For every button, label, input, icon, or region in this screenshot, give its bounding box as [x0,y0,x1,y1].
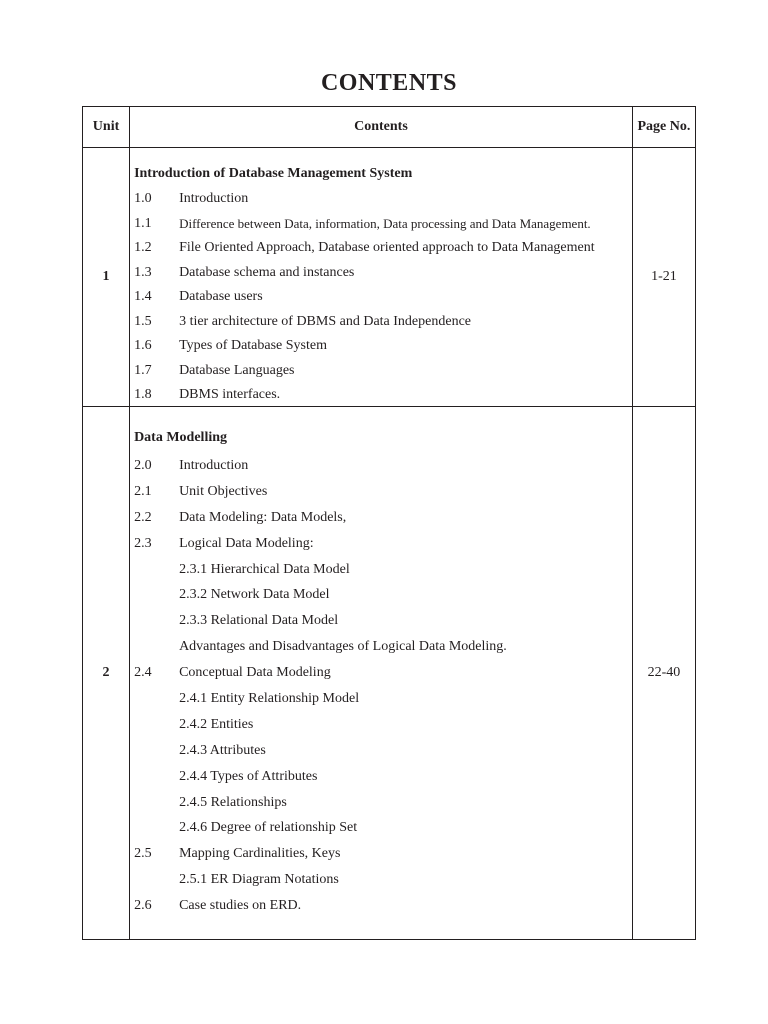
entry-number: 2.6 [134,898,152,914]
entry-number: 1.7 [134,362,152,378]
entry-title: 2.4.5 Relationships [179,794,287,810]
entry-title: 2.4.3 Attributes [179,742,266,758]
toc-entry [134,582,632,608]
toc-entry [134,285,632,310]
entry-title: 2.4.1 Entity Relationship Model [179,691,360,707]
entry-number: 1.2 [134,240,152,255]
unit-contents [130,407,633,940]
entry-number [134,790,179,816]
entry-title: 2.5.1 ER Diagram Notations [179,872,339,888]
entry-title: Unit Objectives [179,483,268,499]
toc-entry [134,815,632,841]
toc-entry [134,841,632,867]
entry-title: 3 tier architecture of DBMS and Data Independence [179,313,471,329]
contents-column-header: Contents [130,107,633,148]
entry-title: Database schema and instances [179,264,355,280]
unit-heading: Introduction of Database Management System [134,166,413,181]
entry-number [134,815,179,841]
unit-column-header: Unit [83,107,130,148]
entry-number: 1.1 [134,215,152,231]
entry-title: Advantages and Disadvantages of Logical Data Modeling. [179,639,507,655]
entry-title: Logical Data Modeling: [179,535,314,551]
toc-entry [134,893,632,919]
toc-entry [134,212,632,237]
entry-title: 2.3.3 Relational Data Model [179,613,339,629]
entry-number [134,712,179,738]
toc-entry [134,531,632,557]
entry-title: Database Languages [179,362,295,378]
unit-row-1 [83,148,696,407]
toc-entry [134,764,632,790]
entry-number [134,764,179,790]
entry-number: 1.4 [134,289,152,304]
toc-entry [134,867,632,893]
toc-entry [134,479,632,505]
toc-entry [134,187,632,212]
toc-entry [134,310,632,335]
entry-number [134,738,179,764]
toc-entry [134,505,632,531]
entry-title: Difference between Data, information, Data processing and Data Management. [179,215,591,231]
entry-number: 1.6 [134,338,152,353]
toc-entry [134,790,632,816]
entry-title: 2.4.2 Entities [179,716,254,732]
page-column-header: Page No. [632,107,695,148]
unit-heading: Data Modelling [134,430,228,445]
entry-number: 1.5 [134,313,152,329]
toc-entry [134,557,632,583]
entry-title: 2.3.2 Network Data Model [179,587,330,603]
entry-title: 2.3.1 Hierarchical Data Model [179,561,350,577]
entry-number [134,634,179,660]
entry-title: File Oriented Approach, Database oriented approach to Data Management [179,240,595,255]
toc-entry [134,261,632,286]
toc-entry [134,712,632,738]
entry-title: Data Modeling: Data Models, [179,509,347,525]
entry-title: Introduction [179,458,249,473]
entry-title: 2.4.6 Degree of relationship Set [179,820,358,836]
unit-number: 1 [83,148,130,407]
page-range: 1-21 [632,148,695,407]
unit-row-2 [83,407,696,940]
entry-title: Types of Database System [179,338,327,353]
entry-number [134,867,179,893]
page-title: CONTENTS [320,70,458,96]
entry-title: Introduction [179,191,249,206]
entry-number: 1.3 [134,264,152,280]
entry-number: 2.2 [134,509,152,525]
page-range: 22-40 [632,407,695,940]
toc-entry [134,453,632,479]
unit-number: 2 [83,407,130,940]
toc-entry [134,738,632,764]
entry-title: 2.4.4 Types of Attributes [179,768,318,784]
entry-number: 2.3 [134,535,152,551]
entry-number: 2.5 [134,846,152,862]
entry-number [134,608,179,634]
toc-entry [134,686,632,712]
toc-entry [134,383,632,408]
entry-title: DBMS interfaces. [179,387,281,402]
toc-entry [134,634,632,660]
entry-number: 1.0 [134,191,152,206]
entry-number: 2.0 [134,458,152,473]
entry-number: 2.4 [134,665,152,681]
entry-title: Conceptual Data Modeling [179,665,331,681]
entry-number [134,582,179,608]
toc-entry [134,359,632,384]
contents-table [82,106,696,940]
toc-entry [134,236,632,261]
toc-entry [134,334,632,359]
toc-entry [134,660,632,686]
entry-number [134,557,179,583]
entry-number: 1.8 [134,387,152,402]
entry-title: Database users [179,289,263,304]
table-header-row [83,107,696,148]
toc-entry [134,608,632,634]
unit-contents [130,148,633,407]
entry-number [134,686,179,712]
entry-number: 2.1 [134,483,152,499]
entry-title: Mapping Cardinalities, Keys [179,846,341,862]
entry-title: Case studies on ERD. [179,898,302,914]
